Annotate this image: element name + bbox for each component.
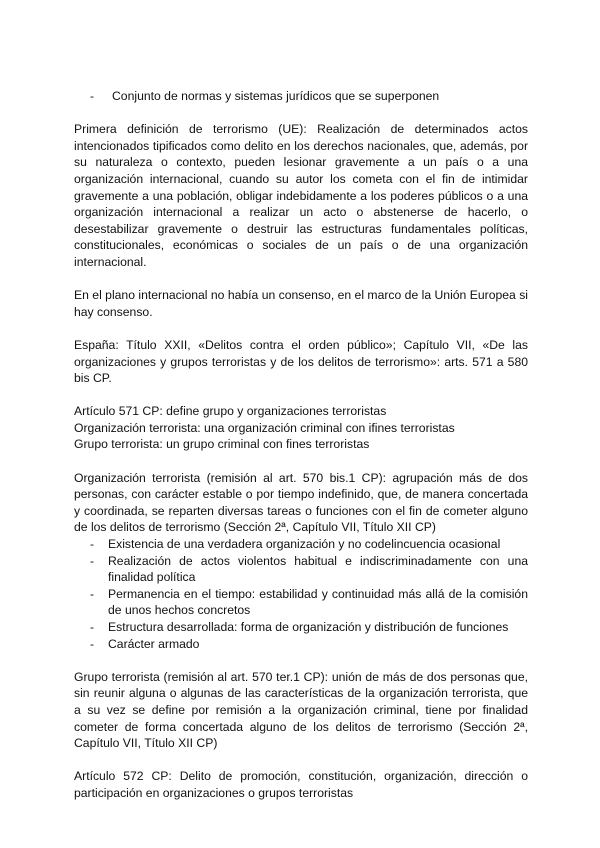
list-item-text: Realización de actos violentos habitual e indiscriminadamente con una finalidad política bbox=[108, 553, 528, 585]
organizacion-intro: Organización terrorista (remisión al art. 570 bis.1 CP): agrupación más de dos personas, con carácter estable o por tiempo indefinido, que, de manera concertada y coordinada, se reparten diversas tareas o funciones con el fin de cometer alguno de los delitos de terrorismo (Sección 2ª, Capítulo VII, Título XII CP) bbox=[74, 470, 528, 535]
grupo-definition-line: Grupo terrorista: un grupo criminal con fines terroristas bbox=[74, 437, 370, 452]
list-item bbox=[74, 536, 528, 553]
art571-line: Artículo 571 CP: define grupo y organizaciones terroristas bbox=[74, 404, 387, 419]
list-item bbox=[74, 553, 528, 586]
organizacion-list bbox=[74, 536, 528, 652]
list-item-text: Existencia de una verdadera organización y no codelincuencia ocasional bbox=[108, 537, 501, 552]
document-body bbox=[74, 88, 528, 818]
grupo-paragraph: Grupo terrorista (remisión al art. 570 ter.1 CP): unión de más de dos personas que, sin reunir alguna o algunas de las características de la organización terrorista, que a su vez se define por remisión a la organización criminal, tiene por finalidad cometer de forma concertada alguno de los delitos de terrorismo (Sección 2ª, Capítulo VII, Título XII CP) bbox=[74, 669, 528, 751]
dash-bullet: - bbox=[90, 586, 95, 601]
dash-bullet: - bbox=[90, 553, 95, 568]
list-item-text: Permanencia en el tiempo: estabilidad y continuidad más allá de la comisión de unos hechos concretos bbox=[108, 586, 528, 618]
list-item-text: Conjunto de normas y sistemas jurídicos que se superponen bbox=[112, 89, 440, 103]
list-item bbox=[74, 88, 528, 105]
organizacion-block bbox=[74, 470, 528, 653]
dash-bullet: - bbox=[90, 89, 95, 103]
list-item-text: Carácter armado bbox=[108, 636, 200, 651]
organizacion-definition-line: Organización terrorista: una organización criminal con ifines terroristas bbox=[74, 420, 455, 435]
dash-bullet: - bbox=[90, 620, 95, 634]
dash-bullet: - bbox=[90, 537, 95, 552]
list-item bbox=[74, 586, 528, 619]
art571-block bbox=[74, 403, 528, 453]
spain-paragraph: España: Título XXII, «Delitos contra el orden público»; Capítulo VII, «De las organizaciones y grupos terroristas y de los delitos de terrorismo»: arts. 571 a 580 bis CP. bbox=[74, 337, 528, 386]
art572-paragraph: Artículo 572 CP: Delito de promoción, constitución, organización, dirección o participación en organizaciones o grupos terroristas bbox=[74, 769, 528, 800]
consensus-paragraph: En el plano internacional no había un consenso, en el marco de la Unión Europea si hay consenso. bbox=[74, 288, 528, 319]
dash-bullet: - bbox=[90, 636, 95, 651]
first-definition-paragraph: Primera definición de terrorismo (UE): Realización de determinados actos intencionados tipificados como delito en los derechos nacionales, que, además, por su naturaleza o contexto, pueden lesionar gravemente a un país o a una organización internacional, cuando su autor los cometa con el fin de intimidar gravemente a una población, obligar indebidamente a los poderes públicos o a una organización internacional a realizar un acto o abstenerse de hacerlo, o desestabilizar gravemente o destruir las estructuras fundamentales políticas, constitucionales, económicas o sociales de un país o de una organización internacional. bbox=[74, 122, 528, 269]
list-item-text: Estructura desarrollada: forma de organización y distribución de funciones bbox=[108, 620, 509, 634]
list-item bbox=[74, 636, 528, 653]
list-item bbox=[74, 619, 528, 636]
